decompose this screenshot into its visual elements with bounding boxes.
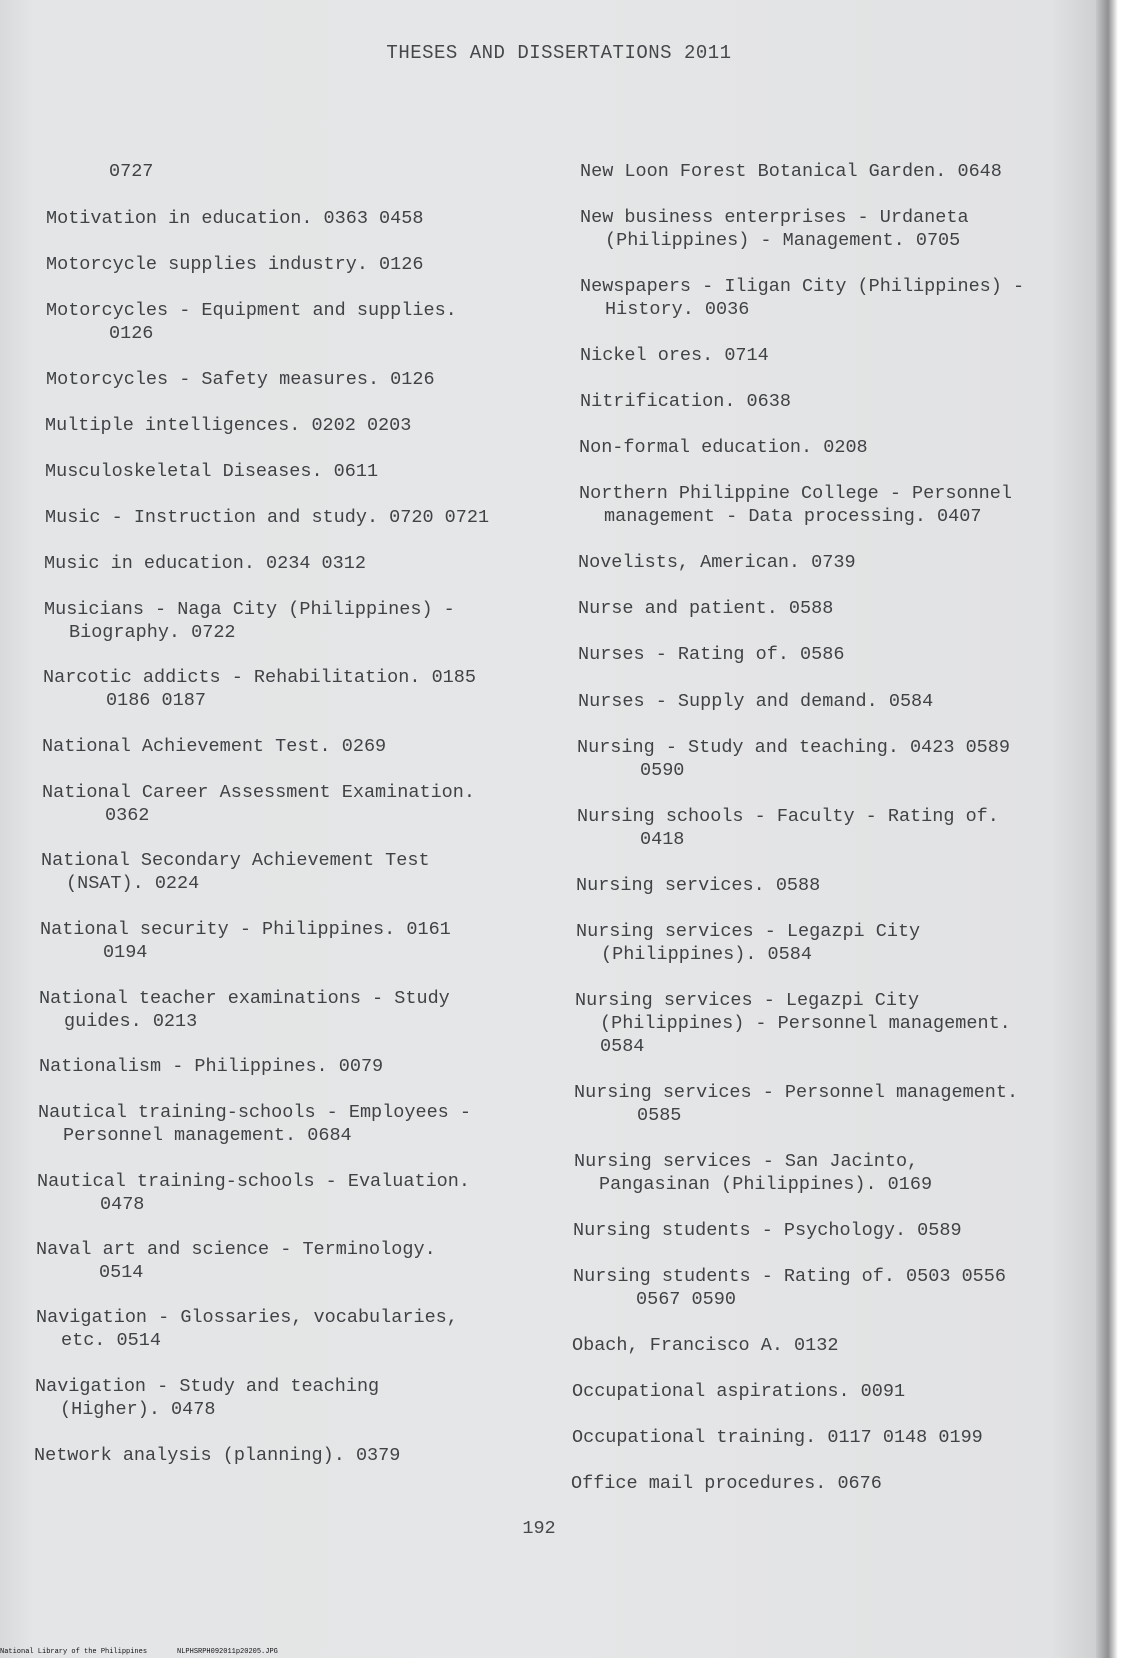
index-entry: Multiple intelligences. 0202 0203 <box>45 415 412 436</box>
index-entry: Motorcycles - Safety measures. 0126 <box>46 369 435 390</box>
index-entry: Nursing schools - Faculty - Rating of. 0418 <box>577 806 999 850</box>
scan-footer <box>0 1648 400 1657</box>
index-entry: National Career Assessment Examination. 0362 <box>42 782 475 826</box>
index-entry: Motorcycle supplies industry. 0126 <box>46 254 424 275</box>
index-entry: Network analysis (planning). 0379 <box>34 1445 401 1466</box>
index-entry: Naval art and science - Terminology. 0514 <box>36 1239 436 1283</box>
index-entry: National security - Philippines. 0161 0194 <box>40 919 451 963</box>
index-entry: National Secondary Achievement Test (NSAT). 0224 <box>41 850 430 894</box>
index-entry: Nursing students - Rating of. 0503 0556 0567 0590 <box>573 1266 1006 1310</box>
index-entry: Occupational aspirations. 0091 <box>572 1381 906 1402</box>
index-entry: Musicians - Naga City (Philippines) - Biography. 0722 <box>44 599 455 643</box>
footer-library-name: National Library of the Philippines <box>0 1648 148 1656</box>
index-entry: Motorcycles - Equipment and supplies. 0126 <box>46 300 457 344</box>
index-entry: Northern Philippine College - Personnel management - Data processing. 0407 <box>579 483 1012 527</box>
index-entry: Nurse and patient. 0588 <box>578 598 834 619</box>
index-entry: Music in education. 0234 0312 <box>44 553 366 574</box>
index-entry: Nautical training-schools - Employees - Personnel management. 0684 <box>38 1102 471 1146</box>
index-entry: National Achievement Test. 0269 <box>42 736 387 757</box>
index-entry: Newspapers - Iligan City (Philippines) - History. 0036 <box>580 276 1025 320</box>
index-entry: Nursing - Study and teaching. 0423 0589 0590 <box>577 737 1010 781</box>
index-entry: Nitrification. 0638 <box>580 391 791 412</box>
index-entry: Music - Instruction and study. 0720 0721 <box>45 507 490 528</box>
index-entry: New Loon Forest Botanical Garden. 0648 <box>580 161 1002 182</box>
index-entry: Nurses - Supply and demand. 0584 <box>578 691 934 712</box>
index-entry: Nursing services. 0588 <box>576 875 821 896</box>
index-entry: Nautical training-schools - Evaluation. 0478 <box>37 1171 470 1215</box>
index-entry: Office mail procedures. 0676 <box>571 1473 882 1494</box>
index-entry: Non-formal education. 0208 <box>579 437 868 458</box>
running-head: THESES AND DISSERTATIONS 2011 <box>386 42 732 64</box>
index-entry: National teacher examinations - Study guides. 0213 <box>39 988 450 1032</box>
index-entry: Novelists, American. 0739 <box>578 552 856 573</box>
index-entry: Narcotic addicts - Rehabilitation. 0185 0186 0187 <box>43 667 476 711</box>
footer-file-id: NLPHSRPH092011p20205.JPG <box>177 1648 278 1656</box>
index-entry: Obach, Francisco A. 0132 <box>572 1335 839 1356</box>
index-entry: Nursing students - Psychology. 0589 <box>573 1220 962 1241</box>
index-entry: Nickel ores. 0714 <box>580 345 769 366</box>
index-entry: 0727 <box>109 161 154 182</box>
index-entry: New business enterprises - Urdaneta (Philippines) - Management. 0705 <box>580 207 969 251</box>
index-entry: Nationalism - Philippines. 0079 <box>39 1056 384 1077</box>
page-edge-shadow <box>1096 0 1118 1658</box>
index-entry: Nursing services - Legazpi City (Philippines) - Personnel management. 0584 <box>575 990 1011 1057</box>
index-entry: Nursing services - Personnel management. 0585 <box>574 1082 1019 1126</box>
index-entry: Motivation in education. 0363 0458 <box>46 208 424 229</box>
index-entry: Nurses - Rating of. 0586 <box>578 644 845 665</box>
index-entry: Navigation - Glossaries, vocabularies, etc. 0514 <box>36 1307 458 1351</box>
page-number: 192 <box>522 1518 556 1539</box>
index-entry: Navigation - Study and teaching (Higher). 0478 <box>35 1376 380 1420</box>
index-entry: Nursing services - San Jacinto, Pangasinan (Philippines). 0169 <box>574 1151 933 1195</box>
index-entry: Nursing services - Legazpi City (Philippines). 0584 <box>576 921 921 965</box>
index-entry: Occupational training. 0117 0148 0199 <box>572 1427 983 1448</box>
index-entry: Musculoskeletal Diseases. 0611 <box>45 461 379 482</box>
